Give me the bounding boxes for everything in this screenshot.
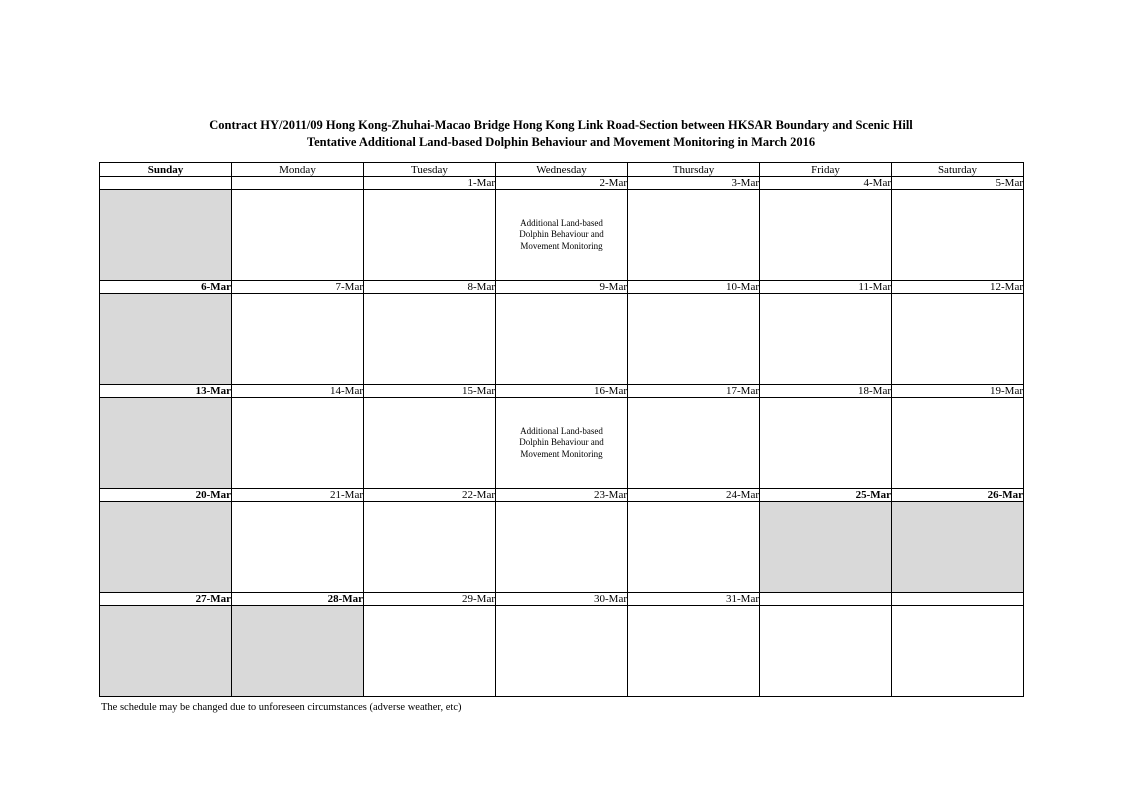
day-cell (628, 398, 760, 489)
weekday-header-row (100, 163, 1024, 177)
day-cell (100, 502, 232, 593)
date-cell: 20-Mar (100, 489, 232, 502)
date-cell: 22-Mar (364, 489, 496, 502)
day-cell (892, 502, 1024, 593)
header-wednesday: Wednesday (496, 163, 628, 177)
calendar-table (99, 162, 1024, 697)
day-cell (232, 190, 364, 281)
date-cell: 30-Mar (496, 593, 628, 606)
week-5-body-row (100, 606, 1024, 697)
day-cell (100, 398, 232, 489)
day-cell (496, 398, 628, 489)
day-cell (364, 398, 496, 489)
week-3-body-row (100, 398, 1024, 489)
date-cell: 1-Mar (364, 177, 496, 190)
week-2-body-row (100, 294, 1024, 385)
header-friday: Friday (760, 163, 892, 177)
header-monday: Monday (232, 163, 364, 177)
day-cell (496, 606, 628, 697)
week-1-date-row (100, 177, 1024, 190)
title-line-2: Tentative Additional Land-based Dolphin Behaviour and Movement Monitoring in March 2016 (306, 135, 816, 149)
date-cell: 28-Mar (232, 593, 364, 606)
date-cell: 25-Mar (760, 489, 892, 502)
day-cell (100, 190, 232, 281)
day-cell (364, 502, 496, 593)
day-cell (628, 502, 760, 593)
date-cell: 14-Mar (232, 385, 364, 398)
header-thursday: Thursday (628, 163, 760, 177)
day-cell (232, 502, 364, 593)
day-cell (892, 294, 1024, 385)
header-saturday: Saturday (892, 163, 1024, 177)
date-cell (100, 177, 232, 190)
date-cell: 16-Mar (496, 385, 628, 398)
date-cell: 6-Mar (100, 281, 232, 294)
date-cell: 3-Mar (628, 177, 760, 190)
date-cell: 10-Mar (628, 281, 760, 294)
week-5-date-row (100, 593, 1024, 606)
day-cell (496, 190, 628, 281)
day-cell (496, 294, 628, 385)
date-cell: 5-Mar (892, 177, 1024, 190)
day-cell (100, 606, 232, 697)
date-cell: 27-Mar (100, 593, 232, 606)
week-4-body-row (100, 502, 1024, 593)
day-cell (892, 606, 1024, 697)
date-cell: 21-Mar (232, 489, 364, 502)
week-4-date-row (100, 489, 1024, 502)
day-cell (760, 294, 892, 385)
day-cell (232, 606, 364, 697)
date-cell: 2-Mar (496, 177, 628, 190)
date-cell: 11-Mar (760, 281, 892, 294)
day-cell (232, 294, 364, 385)
week-3-date-row (100, 385, 1024, 398)
date-cell: 13-Mar (100, 385, 232, 398)
day-cell (100, 294, 232, 385)
date-cell: 7-Mar (232, 281, 364, 294)
day-cell (364, 606, 496, 697)
date-cell: 24-Mar (628, 489, 760, 502)
date-cell (760, 593, 892, 606)
day-cell (232, 398, 364, 489)
date-cell: 9-Mar (496, 281, 628, 294)
header-sunday: Sunday (100, 163, 232, 177)
title-line-1: Contract HY/2011/09 Hong Kong-Zhuhai-Macao Bridge Hong Kong Link Road-Section between HKSAR Boundary and Scenic Hill (209, 118, 913, 132)
date-cell: 18-Mar (760, 385, 892, 398)
date-cell: 12-Mar (892, 281, 1024, 294)
date-cell (232, 177, 364, 190)
day-cell (628, 606, 760, 697)
date-cell: 15-Mar (364, 385, 496, 398)
day-cell (364, 190, 496, 281)
date-cell: 8-Mar (364, 281, 496, 294)
document-title (99, 117, 1023, 151)
schedule-footnote: The schedule may be changed due to unforeseen circumstances (adverse weather, etc) (101, 702, 462, 713)
day-cell (628, 190, 760, 281)
week-2-date-row (100, 281, 1024, 294)
date-cell: 23-Mar (496, 489, 628, 502)
day-cell (496, 502, 628, 593)
day-cell (760, 606, 892, 697)
day-cell (364, 294, 496, 385)
date-cell: 29-Mar (364, 593, 496, 606)
day-cell (760, 502, 892, 593)
date-cell (892, 593, 1024, 606)
day-cell (760, 398, 892, 489)
event-text: Additional Land-based Dolphin Behaviour and Movement Monitoring (519, 217, 604, 251)
event-text: Additional Land-based Dolphin Behaviour and Movement Monitoring (519, 425, 604, 459)
day-cell (892, 190, 1024, 281)
date-cell: 17-Mar (628, 385, 760, 398)
header-tuesday: Tuesday (364, 163, 496, 177)
date-cell: 4-Mar (760, 177, 892, 190)
day-cell (628, 294, 760, 385)
date-cell: 26-Mar (892, 489, 1024, 502)
day-cell (892, 398, 1024, 489)
day-cell (760, 190, 892, 281)
week-1-body-row (100, 190, 1024, 281)
date-cell: 31-Mar (628, 593, 760, 606)
date-cell: 19-Mar (892, 385, 1024, 398)
